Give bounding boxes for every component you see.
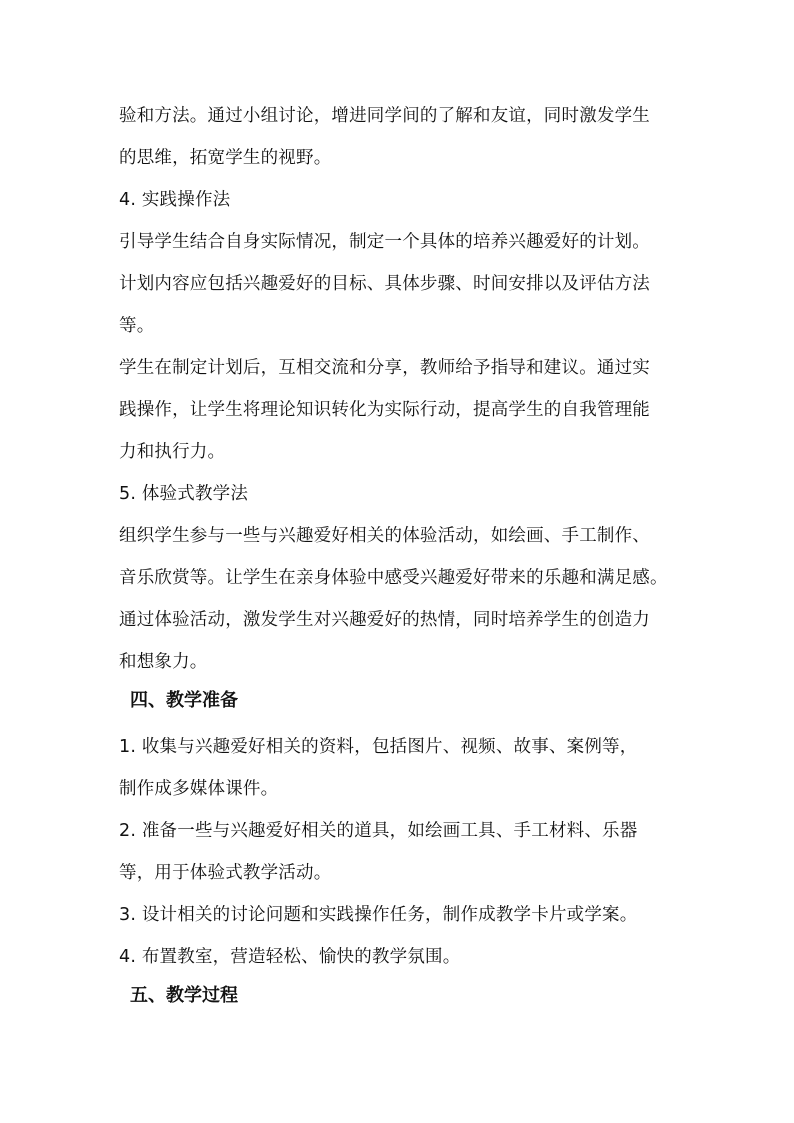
body-text-line: 音乐欣赏等。让学生在亲身体验中感受兴趣爱好带来的乐趣和满足感。 <box>119 568 668 588</box>
body-text-line: 验和方法。通过小组讨论，增进同学间的了解和友谊，同时激发学生 <box>119 106 650 126</box>
body-text-line: 学生在制定计划后，互相交流和分享，教师给予指导和建议。通过实 <box>119 358 650 378</box>
list-item-line: 3. 设计相关的讨论问题和实践操作任务，制作成教学卡片或学案。 <box>119 905 638 925</box>
list-item-line: 2. 准备一些与兴趣爱好相关的道具，如绘画工具、手工材料、乐器 <box>119 821 638 841</box>
list-item-line: 4. 布置教室，营造轻松、愉快的教学氛围。 <box>119 947 461 967</box>
subsection-title: 4. 实践操作法 <box>119 190 231 210</box>
body-text-line: 的思维，拓宽学生的视野。 <box>119 148 332 168</box>
body-text-line: 计划内容应包括兴趣爱好的目标、具体步骤、时间安排以及评估方法 <box>119 274 650 294</box>
body-text-line: 引导学生结合自身实际情况，制定一个具体的培养兴趣爱好的计划。 <box>119 232 650 252</box>
body-text-line: 力和执行力。 <box>119 442 226 462</box>
section-heading-teaching-process: 五、教学过程 <box>130 985 238 1006</box>
body-text-line: 组织学生参与一些与兴趣爱好相关的体验活动，如绘画、手工制作、 <box>119 526 650 546</box>
body-text-line: 践操作，让学生将理论知识转化为实际行动，提高学生的自我管理能 <box>119 400 650 420</box>
body-text-line: 和想象力。 <box>119 652 208 672</box>
list-item-line: 1. 收集与兴趣爱好相关的资料，包括图片、视频、故事、案例等， <box>119 737 638 757</box>
body-text-line: 等。 <box>119 316 155 336</box>
list-item-line: 等，用于体验式教学活动。 <box>119 863 332 883</box>
body-text-line: 通过体验活动，激发学生对兴趣爱好的热情，同时培养学生的创造力 <box>119 610 650 630</box>
list-item-line: 制作成多媒体课件。 <box>119 779 279 799</box>
section-heading-teaching-preparation: 四、教学准备 <box>130 690 238 711</box>
subsection-title: 5. 体验式教学法 <box>119 484 249 504</box>
